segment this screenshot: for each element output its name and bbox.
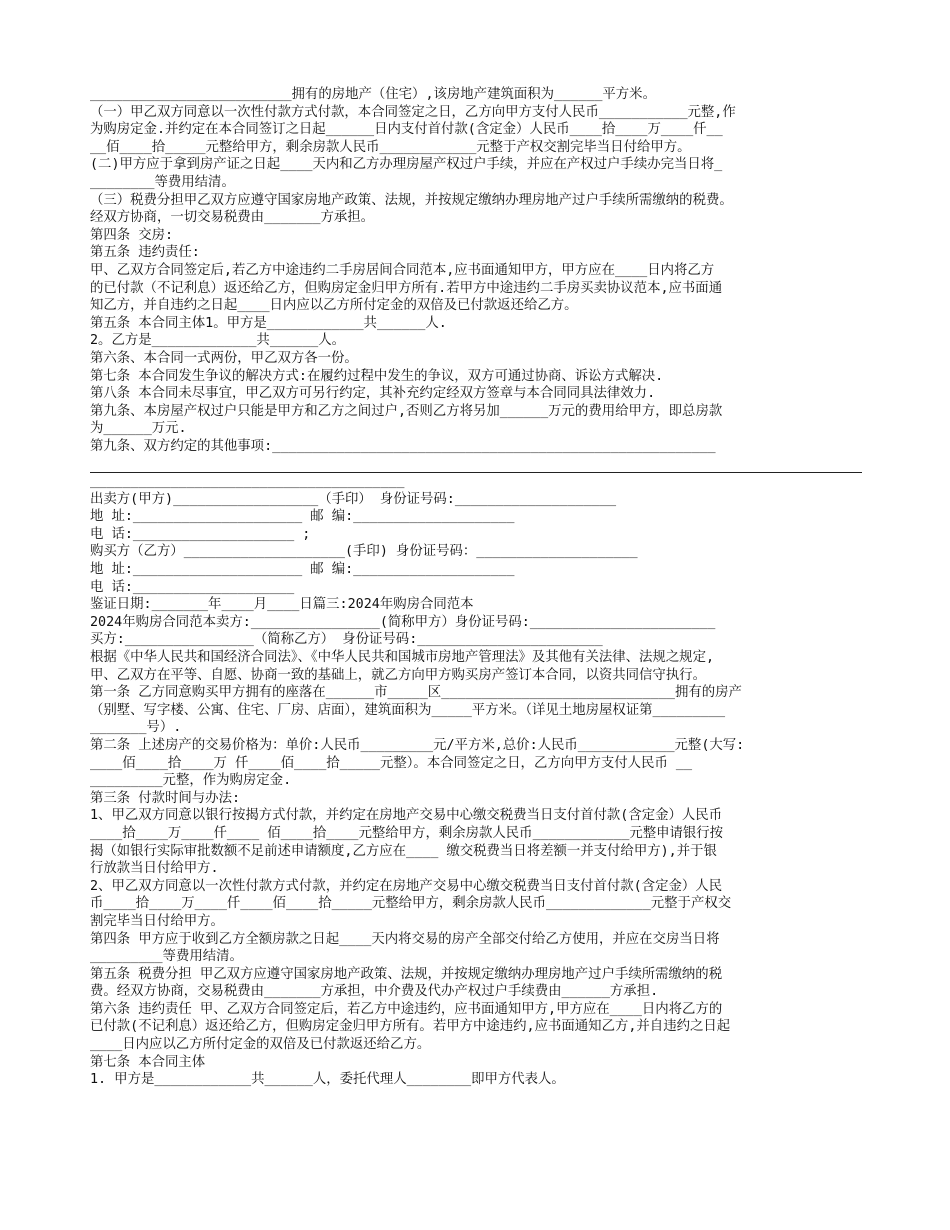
text-line: 第八条 本合同未尽事宜，甲乙双方可另行约定，其补充约定经双方签章与本合同同具法律效力. [90, 386, 656, 402]
text-line: 地 址:_____________________ 邮 编:____________________ [90, 509, 515, 525]
text-line: 电 话:____________________ ; [90, 526, 311, 542]
text-line: ____佰____拾____万 仟____佰____拾_____元整）。本合同签定之日，乙方向甲方支付人民币 __ [90, 755, 693, 771]
text-line: 经双方协商，一切交易税费由_______方承担。 [90, 210, 375, 226]
text-line: 根据《中华人民共和国经济合同法》、《中华人民共和国城市房地产管理法》及其他有关法律、法规之规定, [90, 650, 715, 665]
text-line: 第二条 上述房产的交易价格为：单价:人民币_________元/平方米,总价:人民币____________元整(大写: [90, 737, 745, 753]
text-line: 第七条 本合同发生争议的解决方式:在履约过程中发生的争议，双方可通过协商、诉讼方式解决. [90, 368, 664, 384]
text-line: _________________________拥有的房地产（住宅）,该房地产建筑面积为______平方米。 [90, 87, 656, 102]
text-line: 行放款当日付给甲方. [90, 861, 219, 877]
text-line: _________元整，作为购房定金. [90, 773, 292, 789]
text-line: 电 话:____________________ [90, 579, 295, 595]
text-line: 出卖方(甲方)__________________（手印） 身份证号码:____________________ [90, 491, 617, 507]
text-line: ________等费用结清。 [90, 174, 235, 190]
text-line: 第四条 交房: [90, 227, 174, 243]
text-line: 地 址:_____________________ 邮 编:____________________ [90, 562, 515, 578]
text-line: __佰____拾_____元整给甲方，剩余房款人民币____________元整于产权交割完毕当日付给甲方。 [90, 139, 691, 155]
text-line: 第六条 违约责任 甲、乙双方合同签定后，若乙方中途违约，应书面通知甲方,甲方应在____日内将乙方的 [90, 1001, 723, 1017]
text-line: 买方:________________（简称乙方） 身份证号码:_______________________ [90, 632, 603, 648]
text-line: 第三条 付款时间与办法: [90, 790, 241, 806]
text-line: 第五条 违约责任: [90, 245, 200, 261]
text-line: 第四条 甲方应于收到乙方全额房款之日起____天内将交易的房产全部交付给乙方使用，并应在交房当日将 [90, 931, 720, 947]
text-line: 已付款(不记利息）返还给乙方，但购房定金归甲方所有。若甲方中途违约,应书面通知乙方,并自违约之日起 [90, 1019, 731, 1035]
text-line: 2024年购房合同范本卖方:________________(简称甲方）身份证号码:_______________________ [90, 614, 716, 630]
text-line: （三）税费分担甲乙双方应遵守国家房地产政策、法规，并按规定缴纳办理房地产过户手续所需缴纳的税费。 [90, 192, 733, 208]
text-line: （一）甲乙双方同意以一次性付款方式付款，本合同签定之日，乙方向甲方支付人民币___________元整,作 [90, 104, 736, 120]
text-line: 购买方（乙方）____________________(手印) 身份证号码：____________________ [90, 544, 638, 560]
text-line: 鉴证日期:_______年____月____日篇三:2024年购房合同范本 [90, 597, 474, 613]
text-line: _______号）. [90, 720, 182, 736]
text-line: (二)甲方应于拿到房产证之日起____天内和乙方办理房屋产权过户手续，并应在产权过户手续办完当日将_ [90, 157, 723, 173]
text-line: 费。经双方协商，交易税费由_______方承担，中介费及代办产权过户手续费由______方承担. [90, 984, 659, 1000]
text-line: 割完毕当日付给甲方。 [90, 913, 224, 929]
text-line: 第五条 本合同主体1。甲方是____________共______人. [90, 315, 447, 331]
text-line: （别墅、写字楼、公寓、住宅、厂房、店面），建筑面积为_____平方米。（详见土地房屋权证第_________ [90, 702, 726, 718]
text-line: 的已付款（不记利息）返还给乙方，但购房定金归甲方所有.若甲方中途违约二手房买卖协议范本,应书面通 [90, 280, 723, 296]
text-line: 知乙方，并自违约之日起____日内应以乙方所付定金的双倍及已付款返还给乙方。 [90, 298, 578, 314]
text-line: ____日内应以乙方所付定金的双倍及已付款返还给乙方。 [90, 1037, 431, 1053]
text-line: 第九条、本房屋产权过户只能是甲方和乙方之间过户,否则乙方将另加______万元的费用给甲方，即总房款 [90, 403, 723, 419]
text-line: 第六条、本合同一式两份，甲乙双方各一份。 [90, 350, 358, 366]
signature-rule-line [90, 455, 862, 473]
text-line: 第九条、双方约定的其他事项:_______________________________________________________ [90, 438, 716, 454]
text-line: 1. 甲方是____________共______人，委托代理人________即甲方代表人。 [90, 1072, 565, 1088]
text-line: 第一条 乙方同意购买甲方拥有的座落在______市_____区_____________________________拥有的房产 [90, 685, 742, 701]
text-line: 为______万元. [90, 421, 187, 437]
text-line: _________等费用结清。 [90, 949, 243, 965]
text-line: 第五条 税费分担 甲乙双方应遵守国家房地产政策、法规，并按规定缴纳办理房地产过户手续所需缴纳的税 [90, 966, 723, 982]
text-line: 为购房定金.并约定在本合同签订之日起______日内支付首付款(含定金）人民币____拾____万____仟__ [90, 122, 723, 138]
text-line: 币____拾____万____仟____佰____拾_____元整给甲方，剩余房款人民币_____________元整于产权交 [90, 896, 732, 912]
text-line: 甲、乙双方在平等、自愿、协商一致的基础上，就乙方向甲方购买房产签订本合同，以资共同信守执行。 [90, 667, 706, 683]
text-line: 2。乙方是_____________共______人。 [90, 333, 345, 349]
text-line: 第七条 本合同主体 [90, 1054, 206, 1070]
text-line: _______________________________________ [90, 474, 405, 490]
text-line: 2、甲乙双方同意以一次性付款方式付款，并约定在房地产交易中心缴交税费当日支付首付款(含定金）人民 [90, 878, 723, 894]
text-line: ____拾____万____仟____ 佰____拾____元整给甲方，剩余房款人民币____________元整申请银行按 [90, 825, 724, 841]
text-line: 1、甲乙双方同意以银行按揭方式付款，并约定在房地产交易中心缴交税费当日支付首付款(含定金）人民币 [90, 808, 723, 824]
text-line: 揭（如银行实际审批数额不足前述申请额度,乙方应在____ 缴交税费当日将差额一并支付给甲方),并于银 [90, 843, 717, 859]
text-line: 甲、乙双方合同签定后,若乙方中途违约二手房居间合同范本,应书面通知甲方，甲方应在____日内将乙方 [90, 262, 715, 278]
